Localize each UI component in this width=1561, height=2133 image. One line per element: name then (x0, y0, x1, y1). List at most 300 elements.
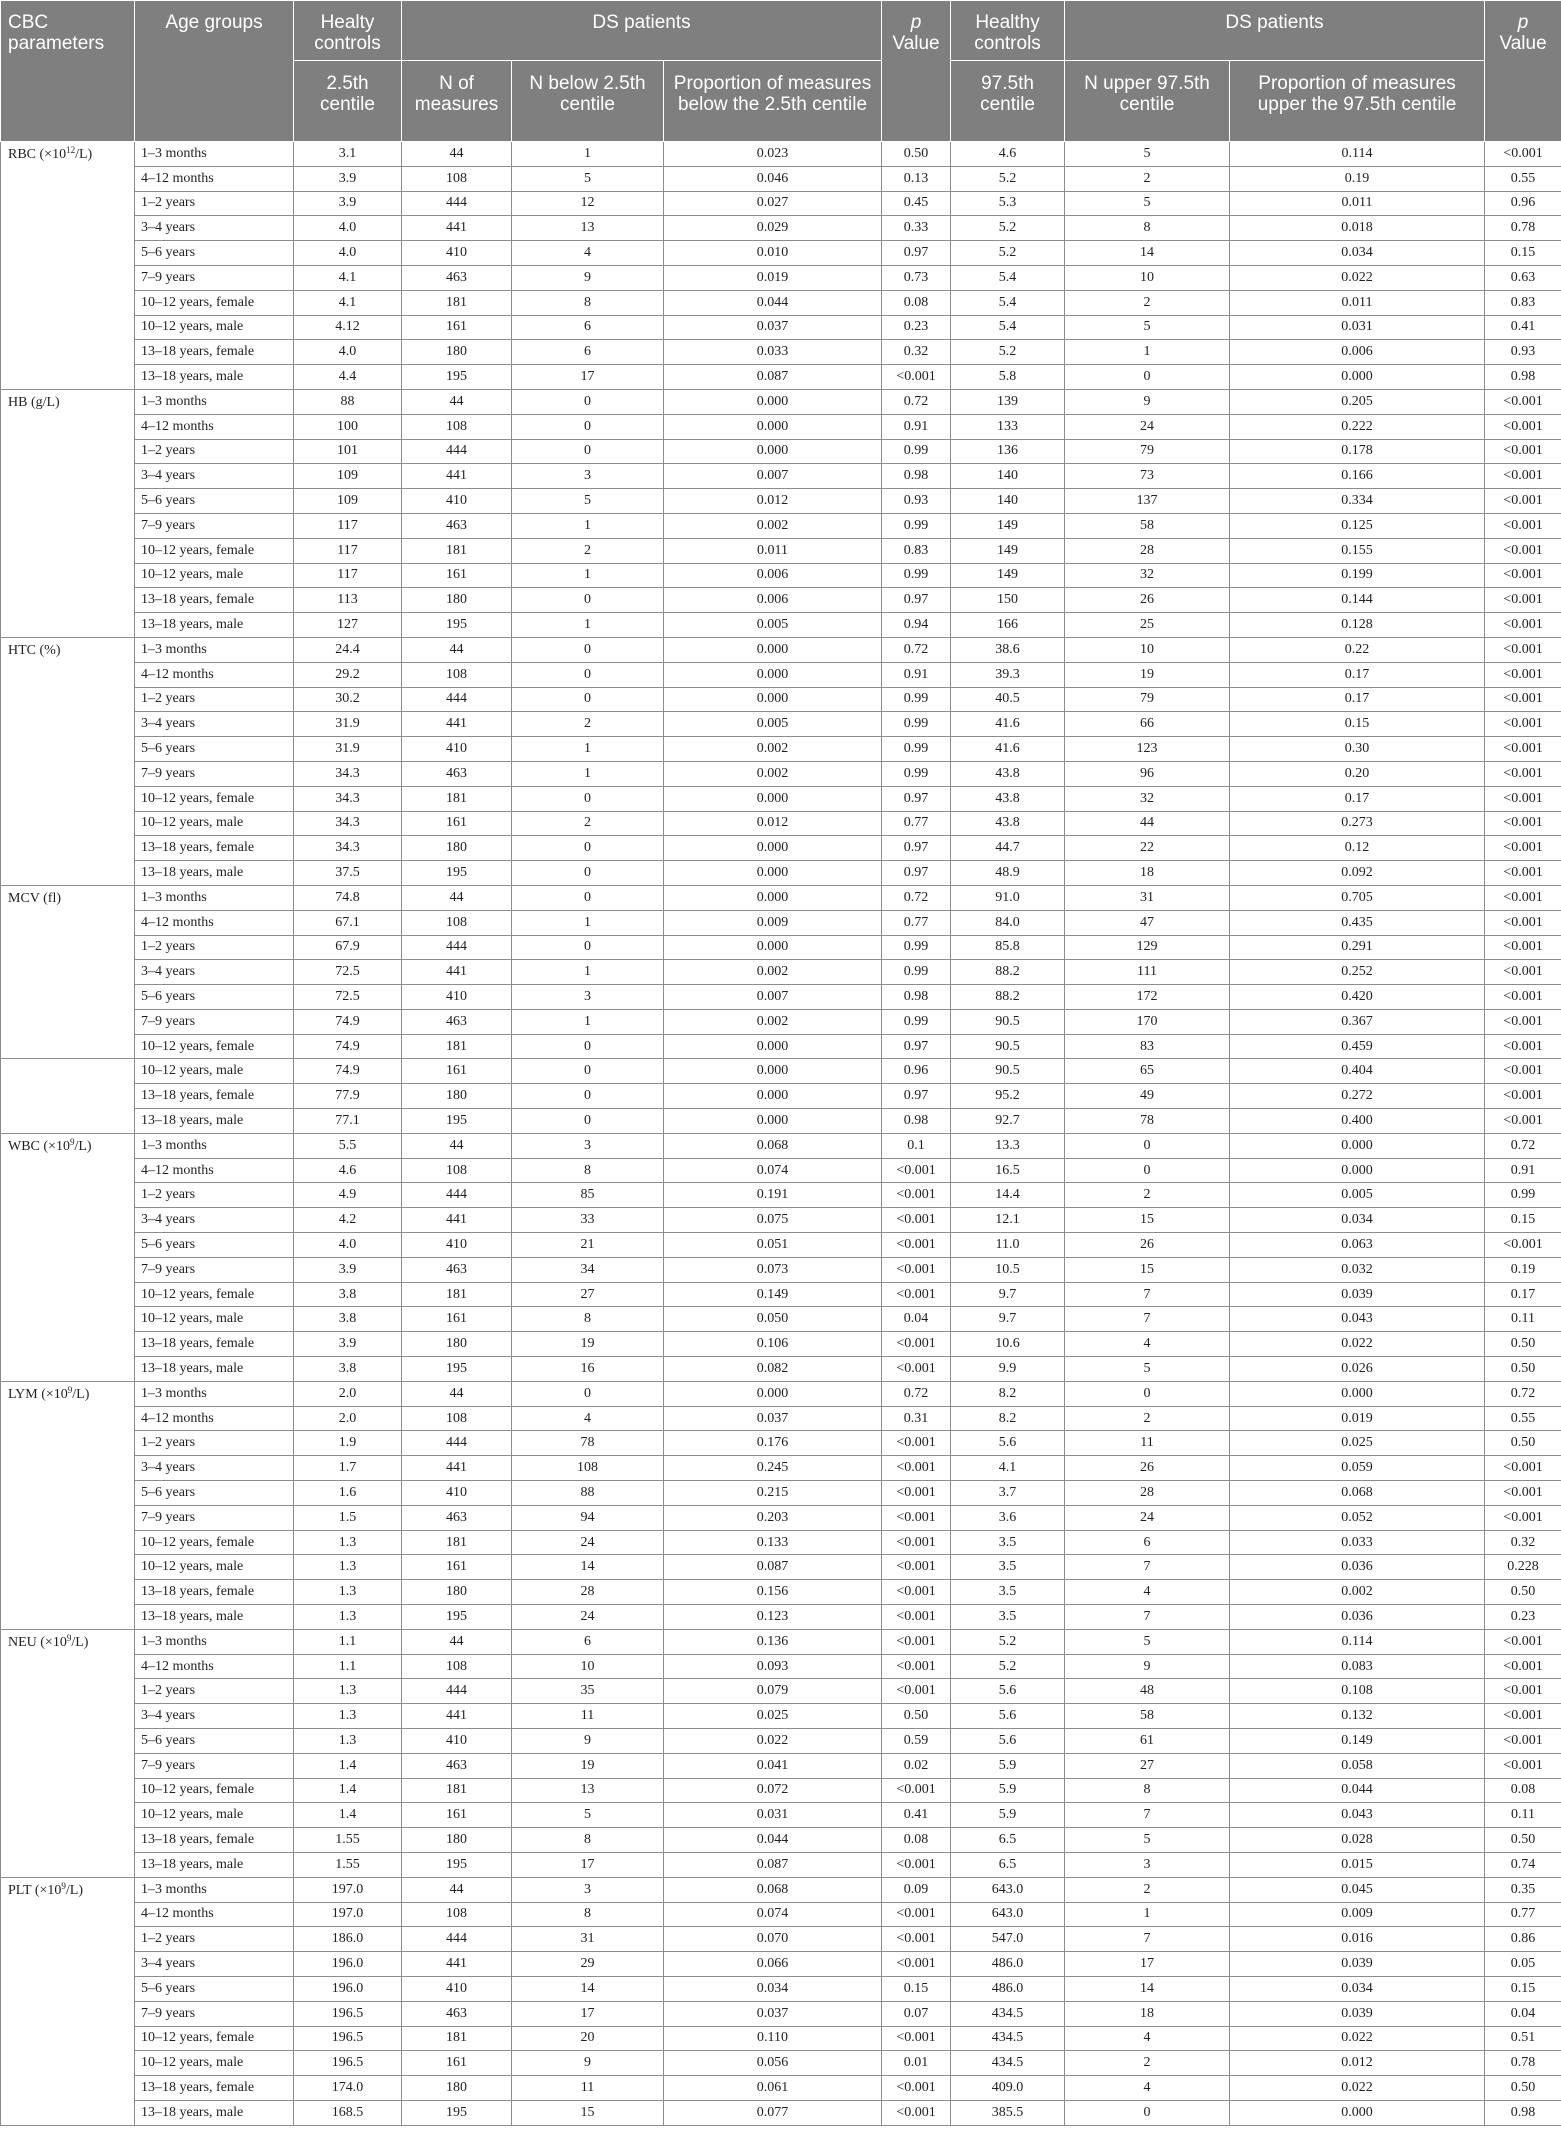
proportion-upper-cell: 0.015 (1230, 1852, 1485, 1877)
proportion-below-cell: 0.041 (664, 1753, 882, 1778)
age-group-cell: 4–12 months (135, 166, 294, 191)
n-measures-cell: 195 (402, 1605, 512, 1630)
n-below-cell: 0 (512, 786, 664, 811)
n-below-cell: 35 (512, 1679, 664, 1704)
upper-centile-cell: 150 (951, 588, 1065, 613)
proportion-below-cell: 0.079 (664, 1679, 882, 1704)
n-measures-cell: 180 (402, 1084, 512, 1109)
upper-centile-cell: 140 (951, 489, 1065, 514)
upper-centile-cell: 486.0 (951, 1976, 1065, 2001)
n-measures-cell: 180 (402, 1580, 512, 1605)
n-below-cell: 12 (512, 191, 664, 216)
n-measures-cell: 463 (402, 1257, 512, 1282)
table-row (1, 1580, 1561, 1605)
table-row (1, 1877, 1561, 1902)
table-row (1, 1431, 1561, 1456)
age-group-cell: 13–18 years, male (135, 2100, 294, 2125)
age-group-cell: 3–4 years (135, 464, 294, 489)
proportion-upper-cell: 0.034 (1230, 1208, 1485, 1233)
upper-centile-cell: 5.9 (951, 1778, 1065, 1803)
n-upper-cell: 6 (1065, 1530, 1230, 1555)
n-measures-cell: 463 (402, 513, 512, 538)
p-value-high-cell: 0.11 (1485, 1307, 1561, 1332)
proportion-upper-cell: 0.705 (1230, 885, 1485, 910)
n-upper-cell: 0 (1065, 1381, 1230, 1406)
table-row (1, 315, 1561, 340)
p-value-high-cell: <0.001 (1485, 885, 1561, 910)
upper-centile-cell: 409.0 (951, 2076, 1065, 2101)
lower-centile-cell: 30.2 (294, 687, 402, 712)
n-measures-cell: 44 (402, 1133, 512, 1158)
age-group-cell: 10–12 years, male (135, 1555, 294, 1580)
upper-centile-cell: 10.6 (951, 1332, 1065, 1357)
proportion-upper-cell: 0.033 (1230, 1530, 1485, 1555)
n-measures-cell: 444 (402, 1431, 512, 1456)
n-upper-cell: 25 (1065, 613, 1230, 638)
proportion-upper-cell: 0.044 (1230, 1778, 1485, 1803)
upper-centile-cell: 3.5 (951, 1580, 1065, 1605)
n-measures-cell: 441 (402, 1952, 512, 1977)
lower-centile-cell: 34.3 (294, 761, 402, 786)
proportion-below-cell: 0.051 (664, 1233, 882, 1258)
table-row (1, 1009, 1561, 1034)
proportion-below-cell: 0.074 (664, 1902, 882, 1927)
p-value-high-cell: 0.77 (1485, 1902, 1561, 1927)
upper-centile-cell: 9.7 (951, 1282, 1065, 1307)
n-below-cell: 14 (512, 1976, 664, 2001)
proportion-upper-cell: 0.052 (1230, 1505, 1485, 1530)
n-upper-cell: 4 (1065, 2076, 1230, 2101)
n-below-cell: 19 (512, 1753, 664, 1778)
age-group-cell: 7–9 years (135, 1009, 294, 1034)
table-row (1, 216, 1561, 241)
upper-centile-cell: 385.5 (951, 2100, 1065, 2125)
proportion-upper-cell: 0.17 (1230, 786, 1485, 811)
p-value-low-cell: 0.72 (882, 1381, 951, 1406)
table-row (1, 1852, 1561, 1877)
proportion-below-cell: 0.245 (664, 1456, 882, 1481)
lower-centile-cell: 109 (294, 464, 402, 489)
p-value-low-cell: <0.001 (882, 1902, 951, 1927)
p-value-high-cell: 0.98 (1485, 365, 1561, 390)
p-value-high-cell: 0.15 (1485, 1976, 1561, 2001)
n-measures-cell: 444 (402, 1679, 512, 1704)
n-measures-cell: 441 (402, 960, 512, 985)
lower-centile-cell: 3.9 (294, 1332, 402, 1357)
age-group-cell: 3–4 years (135, 1952, 294, 1977)
p-value-high-cell: 0.50 (1485, 1332, 1561, 1357)
age-group-cell: 7–9 years (135, 2001, 294, 2026)
n-below-cell: 3 (512, 1877, 664, 1902)
proportion-below-cell: 0.136 (664, 1629, 882, 1654)
n-below-cell: 13 (512, 1778, 664, 1803)
age-group-cell: 10–12 years, male (135, 563, 294, 588)
lower-centile-cell: 1.9 (294, 1431, 402, 1456)
n-upper-cell: 11 (1065, 1431, 1230, 1456)
lower-centile-cell: 4.0 (294, 1233, 402, 1258)
n-below-cell: 17 (512, 2001, 664, 2026)
n-upper-cell: 19 (1065, 662, 1230, 687)
lower-centile-cell: 2.0 (294, 1406, 402, 1431)
upper-centile-cell: 38.6 (951, 637, 1065, 662)
n-upper-cell: 2 (1065, 1183, 1230, 1208)
p-value-high-cell: 0.99 (1485, 1183, 1561, 1208)
p-value-high-cell: 0.08 (1485, 1778, 1561, 1803)
upper-centile-cell: 11.0 (951, 1233, 1065, 1258)
age-group-cell: 3–4 years (135, 1704, 294, 1729)
p-value-low-cell: 0.83 (882, 538, 951, 563)
upper-centile-cell: 92.7 (951, 1109, 1065, 1134)
proportion-upper-cell: 0.20 (1230, 761, 1485, 786)
proportion-below-cell: 0.000 (664, 1084, 882, 1109)
upper-centile-cell: 5.2 (951, 241, 1065, 266)
n-below-cell: 24 (512, 1530, 664, 1555)
table-row (1, 1778, 1561, 1803)
upper-centile-cell: 16.5 (951, 1158, 1065, 1183)
n-below-cell: 6 (512, 315, 664, 340)
p-value-high-cell: <0.001 (1485, 1629, 1561, 1654)
lower-centile-cell: 186.0 (294, 1927, 402, 1952)
proportion-below-cell: 0.000 (664, 1059, 882, 1084)
proportion-upper-cell: 0.022 (1230, 2026, 1485, 2051)
n-measures-cell: 108 (402, 1158, 512, 1183)
n-below-cell: 6 (512, 340, 664, 365)
age-group-cell: 4–12 months (135, 414, 294, 439)
p-value-low-cell: <0.001 (882, 2076, 951, 2101)
age-group-cell: 13–18 years, female (135, 836, 294, 861)
p-value-high-cell: <0.001 (1485, 662, 1561, 687)
n-below-cell: 9 (512, 1729, 664, 1754)
n-below-cell: 17 (512, 1852, 664, 1877)
n-below-cell: 29 (512, 1952, 664, 1977)
parameter-unit: /L) (75, 147, 93, 162)
age-group-cell: 1–2 years (135, 935, 294, 960)
n-measures-cell: 410 (402, 737, 512, 762)
n-upper-cell: 4 (1065, 1332, 1230, 1357)
table-row (1, 588, 1561, 613)
n-below-cell: 24 (512, 1605, 664, 1630)
lower-centile-cell: 4.4 (294, 365, 402, 390)
table-row (1, 613, 1561, 638)
lower-centile-cell: 34.3 (294, 786, 402, 811)
lower-centile-cell: 117 (294, 563, 402, 588)
p-value-high-cell: <0.001 (1485, 786, 1561, 811)
upper-centile-cell: 84.0 (951, 910, 1065, 935)
n-upper-cell: 5 (1065, 1357, 1230, 1382)
proportion-below-cell: 0.110 (664, 2026, 882, 2051)
proportion-upper-cell: 0.022 (1230, 265, 1485, 290)
n-measures-cell: 180 (402, 1828, 512, 1853)
n-measures-cell: 44 (402, 389, 512, 414)
n-measures-cell: 108 (402, 662, 512, 687)
n-upper-cell: 5 (1065, 315, 1230, 340)
age-group-cell: 13–18 years, male (135, 1357, 294, 1382)
n-measures-cell: 441 (402, 712, 512, 737)
proportion-upper-cell: 0.420 (1230, 985, 1485, 1010)
lower-centile-cell: 4.12 (294, 315, 402, 340)
proportion-upper-cell: 0.15 (1230, 712, 1485, 737)
lower-centile-cell: 74.9 (294, 1034, 402, 1059)
n-upper-cell: 4 (1065, 1580, 1230, 1605)
p-value-low-cell: 0.97 (882, 241, 951, 266)
proportion-upper-cell: 0.272 (1230, 1084, 1485, 1109)
proportion-upper-cell: 0.155 (1230, 538, 1485, 563)
age-group-cell: 1–3 months (135, 142, 294, 167)
n-measures-cell: 441 (402, 1208, 512, 1233)
proportion-below-cell: 0.009 (664, 910, 882, 935)
header-p-value-low: p Value (882, 1, 951, 142)
n-below-cell: 13 (512, 216, 664, 241)
n-upper-cell: 79 (1065, 687, 1230, 712)
n-measures-cell: 161 (402, 811, 512, 836)
upper-centile-cell: 14.4 (951, 1183, 1065, 1208)
n-measures-cell: 410 (402, 489, 512, 514)
lower-centile-cell: 1.6 (294, 1481, 402, 1506)
parameter-unit-exponent: 9 (61, 1880, 66, 1891)
p-value-low-cell: 0.99 (882, 935, 951, 960)
n-upper-cell: 8 (1065, 216, 1230, 241)
p-value-low-cell: 0.97 (882, 786, 951, 811)
n-below-cell: 34 (512, 1257, 664, 1282)
proportion-upper-cell: 0.000 (1230, 2100, 1485, 2125)
n-below-cell: 0 (512, 1059, 664, 1084)
p-value-high-cell: 0.93 (1485, 340, 1561, 365)
parameter-cell (1, 1629, 135, 1877)
proportion-below-cell: 0.033 (664, 340, 882, 365)
lower-centile-cell: 1.3 (294, 1704, 402, 1729)
table-row (1, 1555, 1561, 1580)
upper-centile-cell: 90.5 (951, 1059, 1065, 1084)
n-measures-cell: 161 (402, 1307, 512, 1332)
proportion-upper-cell: 0.273 (1230, 811, 1485, 836)
age-group-cell: 13–18 years, male (135, 1605, 294, 1630)
proportion-upper-cell: 0.108 (1230, 1679, 1485, 1704)
upper-centile-cell: 149 (951, 538, 1065, 563)
n-upper-cell: 73 (1065, 464, 1230, 489)
age-group-cell: 5–6 years (135, 1976, 294, 2001)
p-value-low-cell: <0.001 (882, 1952, 951, 1977)
p-value-low-cell: 0.97 (882, 1034, 951, 1059)
n-below-cell: 0 (512, 885, 664, 910)
age-group-cell: 13–18 years, female (135, 1580, 294, 1605)
n-measures-cell: 181 (402, 538, 512, 563)
lower-centile-cell: 4.1 (294, 265, 402, 290)
lower-centile-cell: 2.0 (294, 1381, 402, 1406)
proportion-upper-cell: 0.022 (1230, 1332, 1485, 1357)
table-row (1, 166, 1561, 191)
table-row (1, 538, 1561, 563)
n-upper-cell: 137 (1065, 489, 1230, 514)
lower-centile-cell: 117 (294, 513, 402, 538)
proportion-below-cell: 0.061 (664, 2076, 882, 2101)
proportion-upper-cell: 0.435 (1230, 910, 1485, 935)
p-value-high-cell: 0.63 (1485, 265, 1561, 290)
parameter-unit: /L) (72, 1386, 90, 1402)
age-group-cell: 7–9 years (135, 1753, 294, 1778)
proportion-below-cell: 0.007 (664, 464, 882, 489)
proportion-below-cell: 0.044 (664, 1828, 882, 1853)
table-row (1, 687, 1561, 712)
n-below-cell: 9 (512, 265, 664, 290)
n-below-cell: 2 (512, 811, 664, 836)
p-value-low-cell: <0.001 (882, 2026, 951, 2051)
n-upper-cell: 7 (1065, 1927, 1230, 1952)
age-group-cell: 4–12 months (135, 1406, 294, 1431)
proportion-upper-cell: 0.205 (1230, 389, 1485, 414)
age-group-cell: 3–4 years (135, 1208, 294, 1233)
proportion-upper-cell: 0.083 (1230, 1654, 1485, 1679)
table-row (1, 1729, 1561, 1754)
n-below-cell: 3 (512, 464, 664, 489)
p-value-high-cell: <0.001 (1485, 1704, 1561, 1729)
table-row (1, 786, 1561, 811)
lower-centile-cell: 3.8 (294, 1357, 402, 1382)
proportion-upper-cell: 0.30 (1230, 737, 1485, 762)
p-value-high-cell: <0.001 (1485, 1059, 1561, 1084)
n-upper-cell: 2 (1065, 1877, 1230, 1902)
n-measures-cell: 108 (402, 166, 512, 191)
age-group-cell: 7–9 years (135, 1257, 294, 1282)
proportion-upper-cell: 0.068 (1230, 1481, 1485, 1506)
upper-centile-cell: 39.3 (951, 662, 1065, 687)
table-row (1, 935, 1561, 960)
proportion-below-cell: 0.068 (664, 1133, 882, 1158)
lower-centile-cell: 196.0 (294, 1952, 402, 1977)
n-below-cell: 1 (512, 513, 664, 538)
p-value-low-cell: <0.001 (882, 1456, 951, 1481)
p-value-high-cell: <0.001 (1485, 737, 1561, 762)
p-value-low-cell: 0.99 (882, 737, 951, 762)
upper-centile-cell: 88.2 (951, 985, 1065, 1010)
table-row (1, 2076, 1561, 2101)
p-value-low-cell: 0.13 (882, 166, 951, 191)
proportion-upper-cell: 0.005 (1230, 1183, 1485, 1208)
upper-centile-cell: 434.5 (951, 2051, 1065, 2076)
n-upper-cell: 15 (1065, 1257, 1230, 1282)
parameter-cell (1, 1059, 135, 1133)
header-ds-patients-low: DS patients (402, 1, 882, 61)
table-row (1, 1257, 1561, 1282)
lower-centile-cell: 197.0 (294, 1877, 402, 1902)
table-row (1, 1059, 1561, 1084)
n-below-cell: 16 (512, 1357, 664, 1382)
lower-centile-cell: 196.5 (294, 2051, 402, 2076)
lower-centile-cell: 72.5 (294, 985, 402, 1010)
n-upper-cell: 61 (1065, 1729, 1230, 1754)
table-row (1, 191, 1561, 216)
parameter-name: RBC (×10 (8, 147, 67, 162)
n-below-cell: 0 (512, 637, 664, 662)
lower-centile-cell: 1.1 (294, 1629, 402, 1654)
n-measures-cell: 463 (402, 1505, 512, 1530)
p-value-high-cell: <0.001 (1485, 960, 1561, 985)
n-below-cell: 8 (512, 1307, 664, 1332)
table-row (1, 1927, 1561, 1952)
p-value-low-cell: <0.001 (882, 1208, 951, 1233)
n-below-cell: 0 (512, 836, 664, 861)
p-value-low-cell: <0.001 (882, 1282, 951, 1307)
lower-centile-cell: 77.1 (294, 1109, 402, 1134)
n-below-cell: 94 (512, 1505, 664, 1530)
p-value-low-cell: 0.99 (882, 563, 951, 588)
p-value-high-cell: <0.001 (1485, 1505, 1561, 1530)
proportion-below-cell: 0.066 (664, 1952, 882, 1977)
n-below-cell: 1 (512, 142, 664, 167)
upper-centile-cell: 5.2 (951, 1629, 1065, 1654)
n-upper-cell: 5 (1065, 1828, 1230, 1853)
n-upper-cell: 9 (1065, 389, 1230, 414)
p-value-high-cell: 0.35 (1485, 1877, 1561, 1902)
upper-centile-cell: 3.6 (951, 1505, 1065, 1530)
proportion-upper-cell: 0.000 (1230, 1158, 1485, 1183)
age-group-cell: 1–2 years (135, 1927, 294, 1952)
proportion-upper-cell: 0.058 (1230, 1753, 1485, 1778)
p-value-high-cell: <0.001 (1485, 637, 1561, 662)
parameter-name: MCV (fl) (8, 890, 62, 906)
n-below-cell: 11 (512, 2076, 664, 2101)
p-value-high-cell: 0.15 (1485, 241, 1561, 266)
n-measures-cell: 161 (402, 315, 512, 340)
p-value-low-cell: <0.001 (882, 1530, 951, 1555)
proportion-below-cell: 0.000 (664, 414, 882, 439)
lower-centile-cell: 34.3 (294, 836, 402, 861)
n-measures-cell: 444 (402, 687, 512, 712)
p-value-high-cell: <0.001 (1485, 1009, 1561, 1034)
n-upper-cell: 28 (1065, 1481, 1230, 1506)
upper-centile-cell: 149 (951, 513, 1065, 538)
n-upper-cell: 22 (1065, 836, 1230, 861)
proportion-below-cell: 0.002 (664, 513, 882, 538)
parameter-unit: /L) (71, 1634, 89, 1650)
upper-centile-cell: 85.8 (951, 935, 1065, 960)
lower-centile-cell: 1.3 (294, 1555, 402, 1580)
lower-centile-cell: 5.5 (294, 1133, 402, 1158)
table-row (1, 513, 1561, 538)
table-row (1, 1357, 1561, 1382)
proportion-below-cell: 0.000 (664, 836, 882, 861)
n-measures-cell: 444 (402, 439, 512, 464)
age-group-cell: 10–12 years, male (135, 315, 294, 340)
lower-centile-cell: 3.9 (294, 191, 402, 216)
proportion-below-cell: 0.000 (664, 861, 882, 886)
p-value-high-cell: <0.001 (1485, 712, 1561, 737)
lower-centile-cell: 4.0 (294, 340, 402, 365)
n-measures-cell: 195 (402, 2100, 512, 2125)
proportion-upper-cell: 0.043 (1230, 1307, 1485, 1332)
n-upper-cell: 28 (1065, 538, 1230, 563)
upper-centile-cell: 5.6 (951, 1704, 1065, 1729)
n-below-cell: 2 (512, 712, 664, 737)
n-upper-cell: 14 (1065, 1976, 1230, 2001)
table-row (1, 1902, 1561, 1927)
upper-centile-cell: 5.2 (951, 1654, 1065, 1679)
lower-centile-cell: 31.9 (294, 737, 402, 762)
table-row (1, 1332, 1561, 1357)
header-proportion-below: Proportion of measures below the 2.5th centile (664, 61, 882, 142)
proportion-below-cell: 0.215 (664, 1481, 882, 1506)
n-measures-cell: 44 (402, 142, 512, 167)
age-group-cell: 5–6 years (135, 489, 294, 514)
n-upper-cell: 7 (1065, 1282, 1230, 1307)
lower-centile-cell: 3.9 (294, 1257, 402, 1282)
table-row (1, 290, 1561, 315)
n-upper-cell: 129 (1065, 935, 1230, 960)
proportion-below-cell: 0.087 (664, 1852, 882, 1877)
proportion-upper-cell: 0.016 (1230, 1927, 1485, 1952)
lower-centile-cell: 74.9 (294, 1009, 402, 1034)
n-upper-cell: 5 (1065, 142, 1230, 167)
upper-centile-cell: 5.4 (951, 290, 1065, 315)
